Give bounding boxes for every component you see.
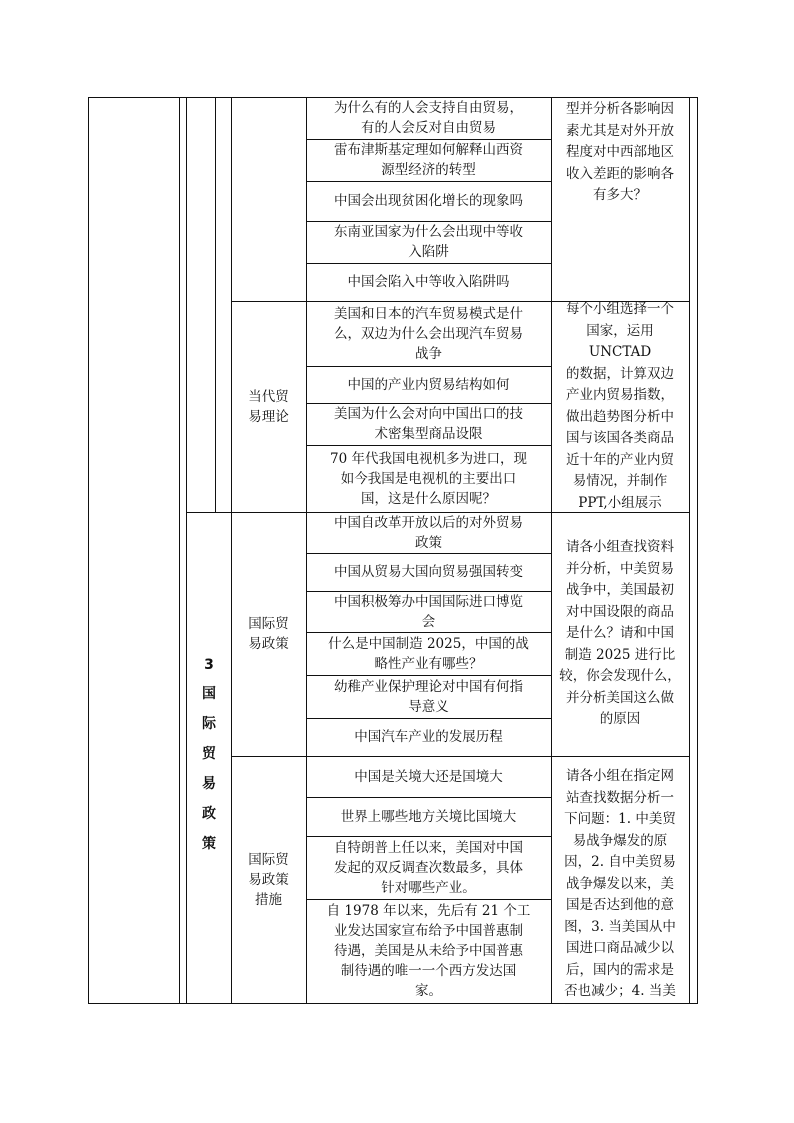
question-cell: 美国和日本的汽车贸易模式是什 么，双边为什么会出现汽车贸易 战争 bbox=[334, 305, 523, 362]
question-cell: 自特朗普上任以来，美国对中国 发起的双反调查次数最多，具体 针对哪些产业。 bbox=[334, 839, 523, 896]
question-cell: 中国汽车产业的发展历程 bbox=[354, 729, 503, 745]
column-divider bbox=[179, 97, 180, 1004]
chapter-label bbox=[187, 512, 231, 1004]
topic-label: 国际贸 易政策 bbox=[248, 616, 289, 652]
table-right-border bbox=[697, 97, 698, 1004]
column-divider bbox=[215, 97, 216, 512]
chapter-number: 3 bbox=[204, 657, 214, 673]
chapter-char: 政 bbox=[202, 806, 216, 822]
task-cell: 型并分析各影响因 素尤其是对外开放 程度对中西部地区 收入差距的影响各 有多大？ bbox=[566, 101, 674, 203]
question-cell: 中国从贸易大国向贸易强国转变 bbox=[334, 564, 523, 580]
table-left-border bbox=[88, 97, 89, 1004]
question-cell: 世界上哪些地方关境比国境大 bbox=[340, 808, 517, 825]
task-cell: 每个小组选择一个 国家，运用 UNCTAD 的数据，计算双边 产业内贸易指数， 做出趋势图分析中 国与该国各类商品 近十年的产业内贸 易情况，并制作 PPT,小组展示 bbox=[566, 301, 674, 511]
task-cell: 请各小组查找资料 并分析，中美贸易 战争中，美国最初 对中国设限的商品 是什么？请和中国 制造 2025 进行比 较，你会发现什么， 并分析美国这么做 的原因 bbox=[559, 539, 681, 728]
column-divider bbox=[689, 97, 690, 1004]
chapter-char: 易 bbox=[202, 776, 216, 792]
chapter-char: 策 bbox=[202, 836, 216, 852]
question-cell: 东南亚国家为什么会出现中等收 入陷阱 bbox=[334, 224, 523, 260]
chapter-char: 际 bbox=[202, 716, 216, 732]
question-cell: 70 年代我国电视机多为进口，现 如今我国是电视机的主要出口 国，这是什么原因呢？ bbox=[330, 450, 527, 507]
question-cell: 中国会出现贫困化增长的现象吗 bbox=[334, 193, 523, 209]
question-cell: 雷布津斯基定理如何解释山西资 源型经济的转型 bbox=[334, 142, 523, 178]
question-cell: 中国会陷入中等收入陷阱吗 bbox=[347, 274, 510, 290]
question-cell: 中国是关境大还是国境大 bbox=[354, 768, 503, 785]
topic-label: 当代贸 易理论 bbox=[248, 388, 289, 425]
chapter-char: 贸 bbox=[202, 746, 216, 762]
question-cell: 幼稚产业保护理论对中国有何指 导意义 bbox=[334, 678, 523, 715]
question-cell: 什么是中国制造 2025，中国的战 略性产业有哪些？ bbox=[328, 635, 529, 672]
question-cell: 中国的产业内贸易结构如何 bbox=[347, 376, 510, 393]
question-cell: 自 1978 年以来，先后有 21 个工 业发达国家宣布给予中国普惠制 待遇，美国是从未给予中国普惠 制待遇的唯一一个西方发达国 家。 bbox=[326, 903, 531, 999]
question-cell: 中国自改革开放以后的对外贸易 政策 bbox=[334, 514, 523, 551]
chapter-char: 国 bbox=[202, 686, 216, 702]
question-cell: 中国积极筹办中国国际进口博览 会 bbox=[334, 593, 523, 630]
question-cell: 美国为什么会对向中国出口的技 术密集型商品设限 bbox=[334, 406, 523, 442]
task-cell: 请各小组在指定网 站查找数据分析一 下问题：1. 中美贸 易战争爆发的原 因，2. 自中美贸易 战争爆发以来，美 国是否达到他的意 图，3. 当美国从中 国进口商品减少以 后，国内的需求是 否也减少；4. 当美 bbox=[564, 768, 676, 999]
question-cell: 为什么有的人会支持自由贸易， 有的人会反对自由贸易 bbox=[334, 100, 523, 136]
topic-label: 国际贸 易政策 措施 bbox=[248, 851, 289, 908]
